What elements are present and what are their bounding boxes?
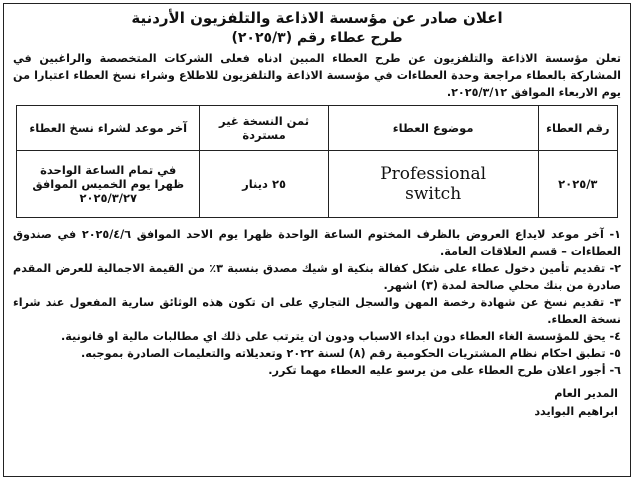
subject-line-2: switch xyxy=(405,184,462,204)
deadline-line-1: في تمام الساعة الواحدة xyxy=(40,163,177,177)
signature-name: ابراهيم البوايدد xyxy=(534,405,618,418)
signature-block xyxy=(4,379,630,421)
cell-price: ٢٥ دينار xyxy=(200,151,328,218)
header-price: ثمن النسخة غير مستردة xyxy=(200,106,328,151)
term-5: ٥- تطبق احكام نظام المشتريات الحكومية رقم (٨) لسنة ٢٠٢٢ وتعديلاته والتعليمات الصادرة بموجبه. xyxy=(80,347,621,360)
tender-announcement xyxy=(3,3,631,477)
announcement-title: اعلان صادر عن مؤسسة الاذاعة والتلفزيون الأردنية xyxy=(131,9,503,27)
header-deadline: آخر موعد لشراء نسخ العطاء xyxy=(17,106,200,151)
cell-subject xyxy=(328,151,538,218)
table-row xyxy=(17,151,618,218)
tender-table xyxy=(16,105,618,218)
cell-tender-no: ٢٠٢٥/٣ xyxy=(538,151,617,218)
term-4: ٤- يحق للمؤسسة الغاء العطاء دون ابداء الاسباب ودون ان يترتب على ذلك اي مطالبات مالية او قانونية. xyxy=(61,330,621,343)
announcement-intro: تعلن مؤسسة الاذاعة والتلفزيون عن طرح العطاء المبين ادناه فعلى الشركات المتخصصة والراغبين في المشاركة بالعطاء مراجعة وحدة العطاءات في مؤسسة الاذاعة والتلفزيون للاطلاع وشراء نسخ العطاء اعتبارا من يوم الاربعاء الموافق ٢٠٢٥/٣/١٢. xyxy=(13,52,621,99)
subject-line-1: Professional xyxy=(380,164,487,184)
term-6: ٦- أجور اعلان طرح العطاء على من يرسو عليه العطاء مهما تكرر. xyxy=(268,364,621,377)
table-header-row xyxy=(17,106,618,151)
deadline-line-3: ٢٠٢٥/٣/٢٧ xyxy=(79,191,137,205)
term-3: ٣- تقديم نسخ عن شهادة رخصة المهن والسجل التجاري على ان تكون هذه الوثائق سارية المفعول عند شراء نسخة العطاء. xyxy=(13,296,621,326)
terms-list xyxy=(4,218,630,379)
term-1: ١- آخر موعد لايداع العروض بالظرف المختوم الساعة الواحدة ظهرا يوم الاحد الموافق ٢٠٢٥/٤/٦ في صندوق العطاءات – قسم العلاقات العامة. xyxy=(13,228,621,258)
cell-deadline xyxy=(17,151,200,218)
header-tender-no: رقم العطاء xyxy=(538,106,617,151)
deadline-line-2: ظهرا يوم الخميس الموافق xyxy=(32,177,185,191)
signature-role: المدير العام xyxy=(554,387,618,400)
header-subject: موضوع العطاء xyxy=(328,106,538,151)
announcement-subtitle: طرح عطاء رقم (٢٠٢٥/٣) xyxy=(231,30,403,46)
term-2: ٢- تقديم تأمين دخول عطاء على شكل كفالة بنكية او شيك مصدق بنسبة ٣٪ من القيمة الاجمالية للعرض المقدم صادرة من بنك محلي صالحة لمدة (٣) اشهر. xyxy=(13,262,621,292)
